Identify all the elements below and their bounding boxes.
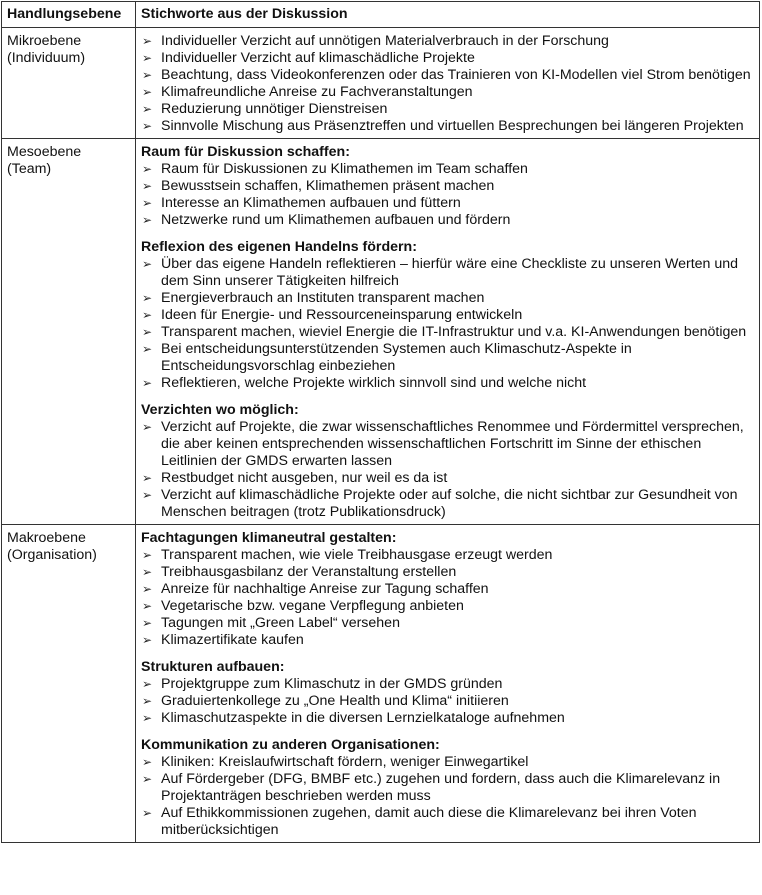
level-cell — [2, 28, 136, 139]
list-item — [141, 161, 755, 178]
arrowhead-bullet-icon: ➢ — [142, 51, 153, 65]
header-stichworte: Stichworte aus der Diskussion — [136, 2, 760, 28]
list-item — [141, 771, 755, 805]
keyword-list — [141, 547, 755, 649]
list-item-text: Bei entscheidungsunterstützenden Systemen auch Klimaschutz-Aspekte in Entscheidungsvorschlag einbeziehen — [161, 341, 632, 374]
list-item — [141, 581, 755, 598]
list-item-text: Individueller Verzicht auf klimaschädliche Projekte — [161, 50, 475, 66]
list-item — [141, 101, 755, 118]
arrowhead-bullet-icon: ➢ — [142, 599, 153, 613]
arrowhead-bullet-icon: ➢ — [142, 325, 153, 339]
keyword-list — [141, 676, 755, 727]
arrowhead-bullet-icon: ➢ — [142, 162, 153, 176]
list-item-text: Auf Fördergeber (DFG, BMBF etc.) zugehen und fordern, dass auch die Klimarelevanz in Projektanträgen beschrieben werden muss — [161, 771, 721, 804]
list-item-text: Projektgruppe zum Klimaschutz in der GMDS gründen — [161, 676, 503, 692]
arrowhead-bullet-icon: ➢ — [142, 291, 153, 305]
list-item — [141, 212, 755, 229]
table-row — [2, 525, 760, 843]
table-row — [2, 28, 760, 139]
list-item — [141, 676, 755, 693]
list-item-text: Über das eigene Handeln reflektieren – hierfür wäre eine Checkliste zu unseren Werten und dem Sinn unserer Tätigkeiten hilfreich — [161, 256, 739, 289]
list-item — [141, 375, 755, 392]
arrowhead-bullet-icon: ➢ — [142, 471, 153, 485]
list-item-text: Auf Ethikkommissionen zugehen, damit auch diese die Klimarelevanz bei ihren Voten mitberücksichtigen — [161, 805, 697, 838]
arrowhead-bullet-icon: ➢ — [142, 213, 153, 227]
level-cell — [2, 139, 136, 525]
list-item-text: Reduzierung unnötiger Dienstreisen — [161, 101, 388, 117]
list-item — [141, 419, 755, 470]
arrowhead-bullet-icon: ➢ — [142, 179, 153, 193]
list-item — [141, 805, 755, 839]
list-item-text: Energieverbrauch an Instituten transparent machen — [161, 290, 485, 306]
level-scope: (Individuum) — [7, 50, 86, 66]
list-item-text: Raum für Diskussionen zu Klimathemen im Team schaffen — [161, 161, 528, 177]
keyword-group — [141, 530, 755, 649]
arrowhead-bullet-icon: ➢ — [142, 548, 153, 562]
list-item-text: Reflektieren, welche Projekte wirklich sinnvoll sind und welche nicht — [161, 375, 587, 391]
keyword-group — [141, 659, 755, 727]
list-item — [141, 632, 755, 649]
keywords-cell — [136, 139, 760, 525]
group-title: Kommunikation zu anderen Organisationen: — [141, 737, 440, 753]
group-title: Strukturen aufbauen: — [141, 659, 285, 675]
list-item — [141, 615, 755, 632]
list-item-text: Tagungen mit „Green Label“ versehen — [161, 615, 400, 631]
arrowhead-bullet-icon: ➢ — [142, 257, 153, 271]
list-item — [141, 50, 755, 67]
level-name: Mesoebene — [7, 144, 82, 160]
list-item — [141, 470, 755, 487]
list-item-text: Transparent machen, wieviel Energie die IT-Infrastruktur und v.a. KI-Anwendungen benötigen — [161, 324, 747, 340]
list-item — [141, 67, 755, 84]
keyword-group — [141, 144, 755, 229]
group-title: Fachtagungen klimaneutral gestalten: — [141, 530, 397, 546]
arrowhead-bullet-icon: ➢ — [142, 488, 153, 502]
list-item — [141, 33, 755, 50]
list-item-text: Anreize für nachhaltige Anreise zur Tagung schaffen — [161, 581, 489, 597]
list-item — [141, 307, 755, 324]
list-item — [141, 341, 755, 375]
table-body — [2, 28, 760, 843]
list-item-text: Sinnvolle Mischung aus Präsenztreffen und virtuellen Besprechungen bei längeren Projekten — [161, 118, 744, 134]
list-item — [141, 290, 755, 307]
list-item-text: Kliniken: Kreislaufwirtschaft fördern, weniger Einwegartikel — [161, 754, 529, 770]
level-cell — [2, 525, 136, 843]
list-item-text: Transparent machen, wie viele Treibhausgase erzeugt werden — [161, 547, 553, 563]
list-item-text: Klimafreundliche Anreise zu Fachveranstaltungen — [161, 84, 473, 100]
arrowhead-bullet-icon: ➢ — [142, 616, 153, 630]
arrowhead-bullet-icon: ➢ — [142, 677, 153, 691]
list-item — [141, 564, 755, 581]
keyword-group — [141, 737, 755, 839]
list-item-text: Treibhausgasbilanz der Veranstaltung erstellen — [161, 564, 457, 580]
keyword-list — [141, 161, 755, 229]
level-scope: (Organisation) — [7, 547, 97, 563]
arrowhead-bullet-icon: ➢ — [142, 342, 153, 356]
arrowhead-bullet-icon: ➢ — [142, 68, 153, 82]
keywords-cell — [136, 525, 760, 843]
list-item — [141, 256, 755, 290]
arrowhead-bullet-icon: ➢ — [142, 376, 153, 390]
arrowhead-bullet-icon: ➢ — [142, 772, 153, 786]
arrowhead-bullet-icon: ➢ — [142, 806, 153, 820]
table-header-row — [2, 2, 760, 28]
keyword-group — [141, 402, 755, 521]
arrowhead-bullet-icon: ➢ — [142, 711, 153, 725]
arrowhead-bullet-icon: ➢ — [142, 582, 153, 596]
list-item-text: Ideen für Energie- und Ressourceneinsparung entwickeln — [161, 307, 523, 323]
list-item — [141, 754, 755, 771]
arrowhead-bullet-icon: ➢ — [142, 420, 153, 434]
keyword-group — [141, 33, 755, 135]
list-item — [141, 118, 755, 135]
group-title: Verzichten wo möglich: — [141, 402, 299, 418]
arrowhead-bullet-icon: ➢ — [142, 119, 153, 133]
list-item — [141, 547, 755, 564]
list-item-text: Netzwerke rund um Klimathemen aufbauen und fördern — [161, 212, 511, 228]
list-item — [141, 195, 755, 212]
arrowhead-bullet-icon: ➢ — [142, 34, 153, 48]
list-item — [141, 487, 755, 521]
arrowhead-bullet-icon: ➢ — [142, 755, 153, 769]
list-item — [141, 598, 755, 615]
group-title: Raum für Diskussion schaffen: — [141, 144, 350, 160]
list-item — [141, 710, 755, 727]
list-item-text: Klimazertifikate kaufen — [161, 632, 304, 648]
list-item — [141, 324, 755, 341]
arrowhead-bullet-icon: ➢ — [142, 633, 153, 647]
list-item-text: Restbudget nicht ausgeben, nur weil es da ist — [161, 470, 448, 486]
arrowhead-bullet-icon: ➢ — [142, 85, 153, 99]
list-item-text: Klimaschutzaspekte in die diversen Lernzielkataloge aufnehmen — [161, 710, 565, 726]
keyword-group — [141, 239, 755, 392]
list-item-text: Graduiertenkollege zu „One Health und Klima“ initiieren — [161, 693, 509, 709]
list-item-text: Beachtung, dass Videokonferenzen oder das Trainieren von KI-Modellen viel Strom benötigen — [161, 67, 751, 83]
list-item — [141, 84, 755, 101]
arrowhead-bullet-icon: ➢ — [142, 196, 153, 210]
list-item-text: Vegetarische bzw. vegane Verpflegung anbieten — [161, 598, 464, 614]
level-name: Mikroebene — [7, 33, 82, 49]
keywords-cell — [136, 28, 760, 139]
keyword-list — [141, 754, 755, 839]
arrowhead-bullet-icon: ➢ — [142, 565, 153, 579]
list-item — [141, 693, 755, 710]
arrowhead-bullet-icon: ➢ — [142, 694, 153, 708]
list-item-text: Bewusstsein schaffen, Klimathemen präsent machen — [161, 178, 495, 194]
header-handlungsebene: Handlungsebene — [2, 2, 136, 28]
table-row — [2, 139, 760, 525]
discussion-table — [1, 1, 760, 843]
keyword-list — [141, 33, 755, 135]
list-item-text: Individueller Verzicht auf unnötigen Materialverbrauch in der Forschung — [161, 33, 609, 49]
arrowhead-bullet-icon: ➢ — [142, 102, 153, 116]
list-item-text: Verzicht auf klimaschädliche Projekte oder auf solche, die nicht sichtbar zur Gesundheit von Menschen beitragen (trotz Publikationsdruck) — [161, 487, 738, 520]
level-name: Makroebene — [7, 530, 86, 546]
keyword-list — [141, 256, 755, 392]
level-scope: (Team) — [7, 161, 52, 177]
list-item-text: Interesse an Klimathemen aufbauen und füttern — [161, 195, 461, 211]
keyword-list — [141, 419, 755, 521]
arrowhead-bullet-icon: ➢ — [142, 308, 153, 322]
list-item — [141, 178, 755, 195]
group-title: Reflexion des eigenen Handelns fördern: — [141, 239, 417, 255]
list-item-text: Verzicht auf Projekte, die zwar wissenschaftliches Renommee und Fördermittel versprechen, die aber keinen entsprechenden wissenschaftlichen Fortschritt im Sinne der ethischen Leitlinien der GMDS erwarten lassen — [161, 419, 744, 469]
